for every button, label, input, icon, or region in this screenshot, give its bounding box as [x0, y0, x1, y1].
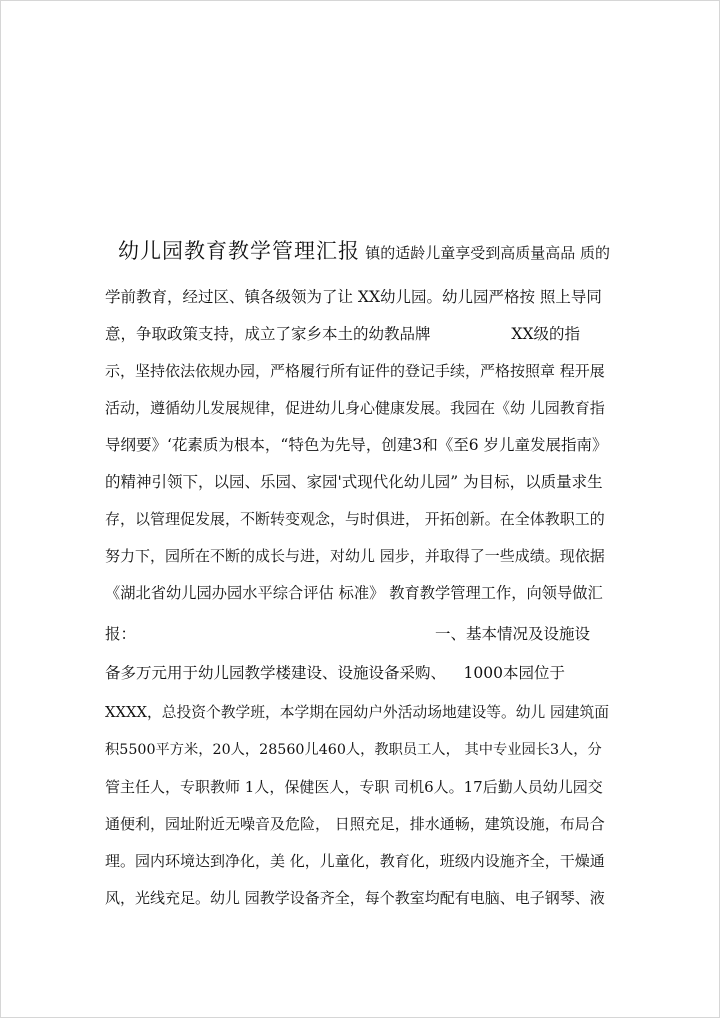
body-text-line-14 — [105, 737, 610, 763]
body-text-line-2 — [105, 284, 610, 310]
body-text: 1000本园位于 — [463, 664, 565, 682]
body-text-line-12 — [105, 660, 610, 686]
body-text: 《湖北省幼儿园办园水平综合评估 标准》 教育教学管理工作，向领导做汇 — [105, 584, 603, 602]
body-text-line-17 — [105, 848, 610, 874]
body-text: 存，以管理促发展，不断转变观念，与时俱进， 开拓创新。在全体教职工的 — [105, 510, 605, 528]
body-text: 活动，遵循幼儿发展规律，促进幼儿身心健康发展。我园在《幼 儿园教育指 — [105, 399, 605, 417]
body-text-line-8 — [105, 506, 610, 532]
body-text: 备多万元用于幼儿园教学楼建设、设施设备采购、 — [105, 664, 447, 682]
body-text-line-7 — [105, 469, 610, 495]
body-text: XXXX，总投资个教学班，本学期在园幼户外活动场地建设等。幼儿 园建筑面 — [105, 704, 609, 721]
document-title: 幼儿园教育教学管理汇报 — [118, 239, 360, 263]
body-text-line-3 — [105, 321, 610, 347]
body-text-line-16 — [105, 811, 610, 837]
body-text: 报： — [105, 625, 137, 643]
body-text: 示，坚持依法依规办园，严格履行所有证件的登记手续，严格按照章 程开展 — [105, 362, 605, 380]
body-text-line-18 — [105, 885, 610, 911]
body-text: 意，争取政策支持，成立了家乡本土的幼教品牌 — [105, 325, 431, 343]
body-text: 理。园内环境达到净化，美 化，儿童化，教育化，班级内设施齐全，干燥通 — [105, 852, 605, 870]
body-text-line-15 — [105, 774, 610, 800]
body-text-line-13 — [105, 700, 610, 726]
body-text-line-1: 镇的适龄儿童享受到高质量高品 质的 — [365, 244, 610, 262]
section-heading: 一、基本情况及设施设 — [434, 625, 590, 643]
body-text-line-4 — [105, 358, 610, 384]
body-text: 风，光线充足。幼儿 园教学设备齐全，每个教室均配有电脑、电子钢琴、液 — [105, 889, 605, 907]
body-text: 学前教育，经过区、镇各级领为了让 XX幼儿园。幼儿园严格按 照上导同 — [105, 288, 602, 306]
body-text-line-11 — [105, 621, 610, 647]
body-text-line-5 — [105, 395, 610, 421]
body-text: 导纲要》‘花素质为根本，“特色为先导，创建3和《至6 岁儿童发展指南》 — [105, 436, 608, 454]
body-text: 通便利，园址附近无噪音及危险， 日照充足，排水通畅，建筑设施，布局合 — [105, 815, 605, 833]
body-text: 努力下，园所在不断的成长与进，对幼儿 园步，并取得了一些成绩。现依据 — [105, 547, 605, 565]
body-text-line-10 — [105, 580, 610, 606]
body-text: 的精神引领下，以园、乐园、家园'式现代化幼儿园” 为目标，以质量求生 — [105, 473, 603, 491]
body-text-line-6 — [105, 432, 610, 458]
body-text-line-9 — [105, 543, 610, 569]
body-text: 积5500平方米，20人，28560儿460人，教职员工人， 其中专业园长3人，分 — [105, 742, 602, 758]
title-line — [118, 238, 610, 264]
body-text: XX级的指 — [511, 325, 580, 343]
body-text: 管主任人，专职教师 1人，保健医人，专职 司机6人。17后勤人员幼儿园交 — [105, 778, 603, 796]
